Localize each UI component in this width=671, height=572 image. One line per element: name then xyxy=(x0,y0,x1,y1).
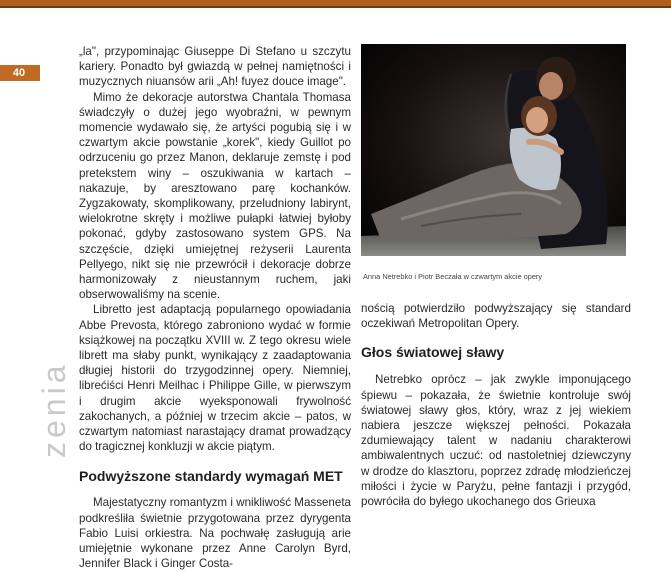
left-paragraph-3: Libretto jest adaptacją popularnego opowiadania Abbe Prevosta, którego zabroniono wydać w formie książkowej na początku XVIII w. Z tego okresu wiele librett ma słaby punkt, wynikający z zaadaptowania długiej historii do trzygodzinnej opery. Niemniej, librećiści Henri Meilhac i Philippe Gille, w pierwszym i drugim akcie wyeksponowali frywolność zakochanych, a później w trzecim akcie – patos, w czwartym natomiast narastający dramat prowadzący do tragicznej konkluzji w akcie piątym. xyxy=(79,303,351,454)
right-column xyxy=(361,301,631,509)
page-number: 40 xyxy=(12,67,26,79)
left-column xyxy=(79,44,351,572)
left-paragraph-after-heading: Majestatyczny romantyzm i wnikliwość Masseneta podkreśliła świetnie przygotowana przez dyrygenta Fabio Luisi orkiestra. Na pochwałę zasługują arie umiejętnie wykonane przez Anne Carolyn Byrd, Jennifer Black i Ginger Costa- xyxy=(79,496,351,571)
stage-photo-image xyxy=(361,44,626,256)
left-paragraph-1: „la", przypominając Giuseppe Di Stefano u szczytu kariery. Ponadto był gwiazdą w pełnej namiętności i muzycznych niuansów arii „Ah! fuyez douce image". xyxy=(79,45,351,89)
section-label-vertical xyxy=(8,340,72,458)
stage-photo xyxy=(361,44,626,256)
right-paragraph-before-heading: nością potwierdziło podwyższający się standard oczekiwań Metropolitan Opery. xyxy=(361,302,631,331)
top-rule-shadow xyxy=(0,6,671,8)
left-heading: Podwyższone standardy wymagań MET xyxy=(79,468,343,485)
right-heading: Głos światowej sławy xyxy=(361,344,505,361)
photo-caption: Anna Netrebko i Piotr Beczała w czwartym akcie opery xyxy=(363,272,543,281)
section-label: zenia xyxy=(36,361,72,458)
left-paragraph-2: Mimo że dekoracje autorstwa Chantala Thomasa świadczyły o dużej jego wyobraźni, w pewnym momencie wydawało się, że artyści pogubią się i w czwartym akcie powstanie „korek", kiedy Guillot po odrzuceniu go przez Manon, deklaruje zemstę i pod pretekstem winy – oszukiwania w kartach – nakazuje, by aresztowano parę kochanków. Zygzakowaty, skomplikowany, przeludniony labirynt, wielokrotne skręty i możliwe pułapki łatwiej byłoby pokonać, gdyby zastosowano system GPS. Na szczęście, dzięki umiejętnej reżyserii Laurenta Pellyego, nikt się nie przewrócił i dekoracje dobrze harmonizowały z nieustannym ruchem, jaki obserwowaliśmy na scenie. xyxy=(79,90,351,302)
right-paragraph-after-heading: Netrebko oprócz – jak zwykle imponującego śpiewu – pokazała, że świetnie kontroluje swój światowej sławy głos, który, wraz z jej wiekiem nabiera jeszcze większej pełności. Pokazała zdumiewający talent w nadaniu charakterowi ambiwalentnych uczuć: od nastoletniej dziewczyny w drodze do klasztoru, poprzez zdradę młodzieńczej miłości i życie w Paryżu, pełne fantazji i przygód, powróciła do byłego ukochanego dos Grieuxa xyxy=(361,373,631,509)
